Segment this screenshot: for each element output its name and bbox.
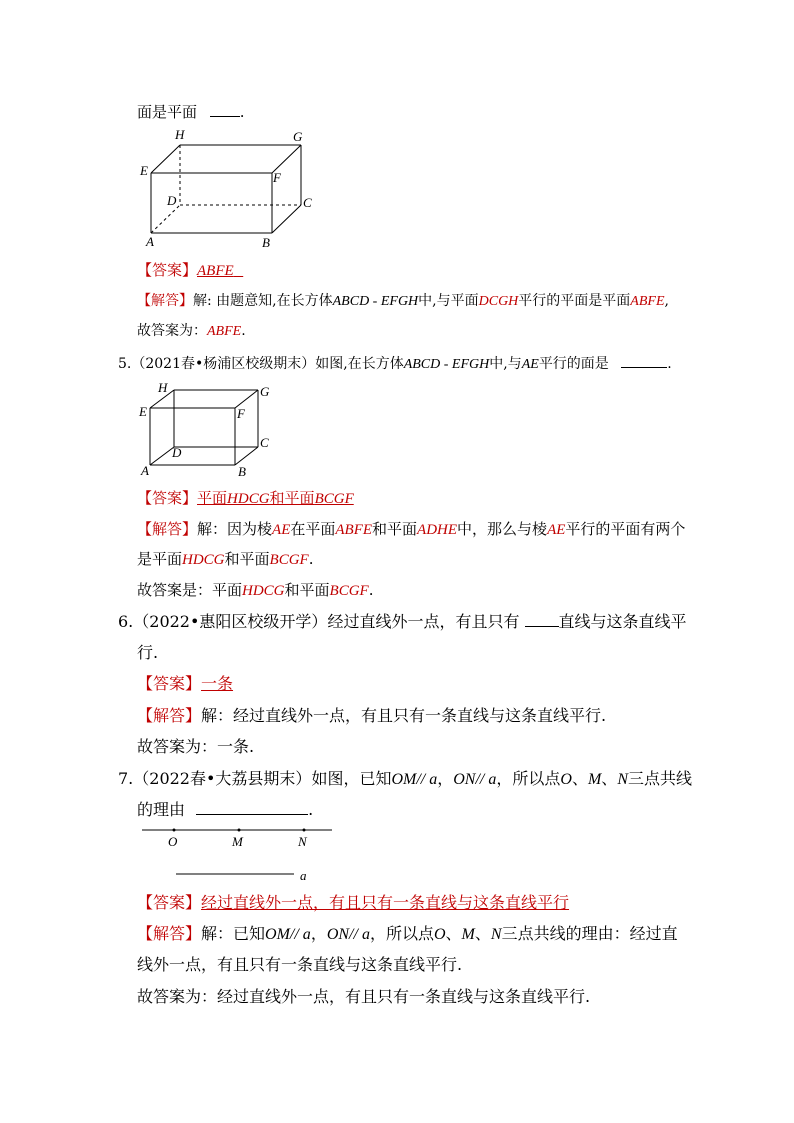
q4-analysis-1: 【解答】解: 由题意知,在长方体ABCD - EFGH中,与平面DCGH平行的平面是平面ABFE, [137, 293, 669, 309]
q7-analysis-1: 【解答】解：已知OM// a，ON// a，所以点O、M、N三点共线的理由：经过直 [137, 924, 678, 943]
q7-label-m: M [232, 834, 243, 849]
q5-label-g: G [260, 384, 270, 399]
q5-answer: 【答案】平面HDCG和平面BCGF [137, 489, 354, 507]
q4-answer: 【答案】ABFE [137, 261, 234, 279]
q4-answer-blank [210, 102, 240, 117]
q7-label-a: a [300, 868, 307, 883]
q6-stem-2: 行. [137, 643, 159, 662]
q7-answer: 【答案】经过直线外一点，有且只有一条直线与这条直线平行 [137, 893, 570, 912]
q5-label-f: F [237, 406, 245, 421]
q6-answer: 【答案】一条 [137, 674, 234, 693]
q5-analysis-3: 故答案是：平面HDCG和平面BCGF. [137, 581, 374, 599]
q5-cuboid-figure [138, 380, 278, 480]
q7-label-o: O [168, 834, 178, 849]
q5-label-d: D [172, 445, 182, 460]
q4-label-b: B [262, 235, 270, 250]
q5-label-a: A [141, 463, 149, 478]
q7-stem-2: 的理由 . [137, 800, 314, 819]
q7-conclusion: 故答案为：经过直线外一点，有且只有一条直线与这条直线平行. [137, 987, 591, 1006]
q7-answer-blank [196, 800, 308, 815]
q5-label-e: E [139, 404, 147, 419]
q4-cuboid-figure [140, 125, 320, 250]
q7-label-n: N [298, 834, 307, 849]
q4-label-a: A [146, 234, 154, 249]
q5-analysis-2: 是平面HDCG和平面BCGF. [137, 550, 314, 568]
q5-label-c: C [260, 435, 269, 450]
q6-conclusion: 故答案为：一条. [137, 737, 255, 756]
q5-label-h: H [158, 380, 168, 395]
q5-stem: 5.（2021春•杨浦区校级期末）如图,在长方体ABCD - EFGH中,与AE平行的面是 . [118, 353, 672, 375]
q7-line-figure [140, 822, 340, 882]
q6-answer-blank [525, 612, 559, 627]
q4-stem-tail: 面是平面 . [137, 103, 245, 121]
q5-answer-blank [621, 353, 667, 368]
q5-analysis-1: 【解答】解：因为棱AE在平面ABFE和平面ADHE中，那么与棱AE平行的平面有两个 [137, 520, 686, 538]
q4-label-c: C [303, 195, 312, 210]
q4-label-g: G [293, 129, 303, 144]
q4-label-e: E [140, 163, 148, 178]
q5-label-b: B [238, 464, 246, 479]
q4-label-f: F [273, 170, 281, 185]
q6-stem-1: 6.（2022•惠阳区校级开学）经过直线外一点，有且只有 直线与这条直线平 [118, 612, 687, 631]
q4-label-d: D [167, 193, 177, 208]
q4-analysis-2: 故答案为：ABFE. [137, 323, 246, 339]
q7-analysis-2: 线外一点，有且只有一条直线与这条直线平行. [137, 955, 463, 974]
q4-label-h: H [175, 127, 185, 142]
q7-stem-1: 7.（2022春•大荔县期末）如图，已知OM// a，ON// a，所以点O、M、N三点共线 [118, 769, 692, 788]
q6-analysis: 【解答】解：经过直线外一点，有且只有一条直线与这条直线平行. [137, 706, 607, 725]
